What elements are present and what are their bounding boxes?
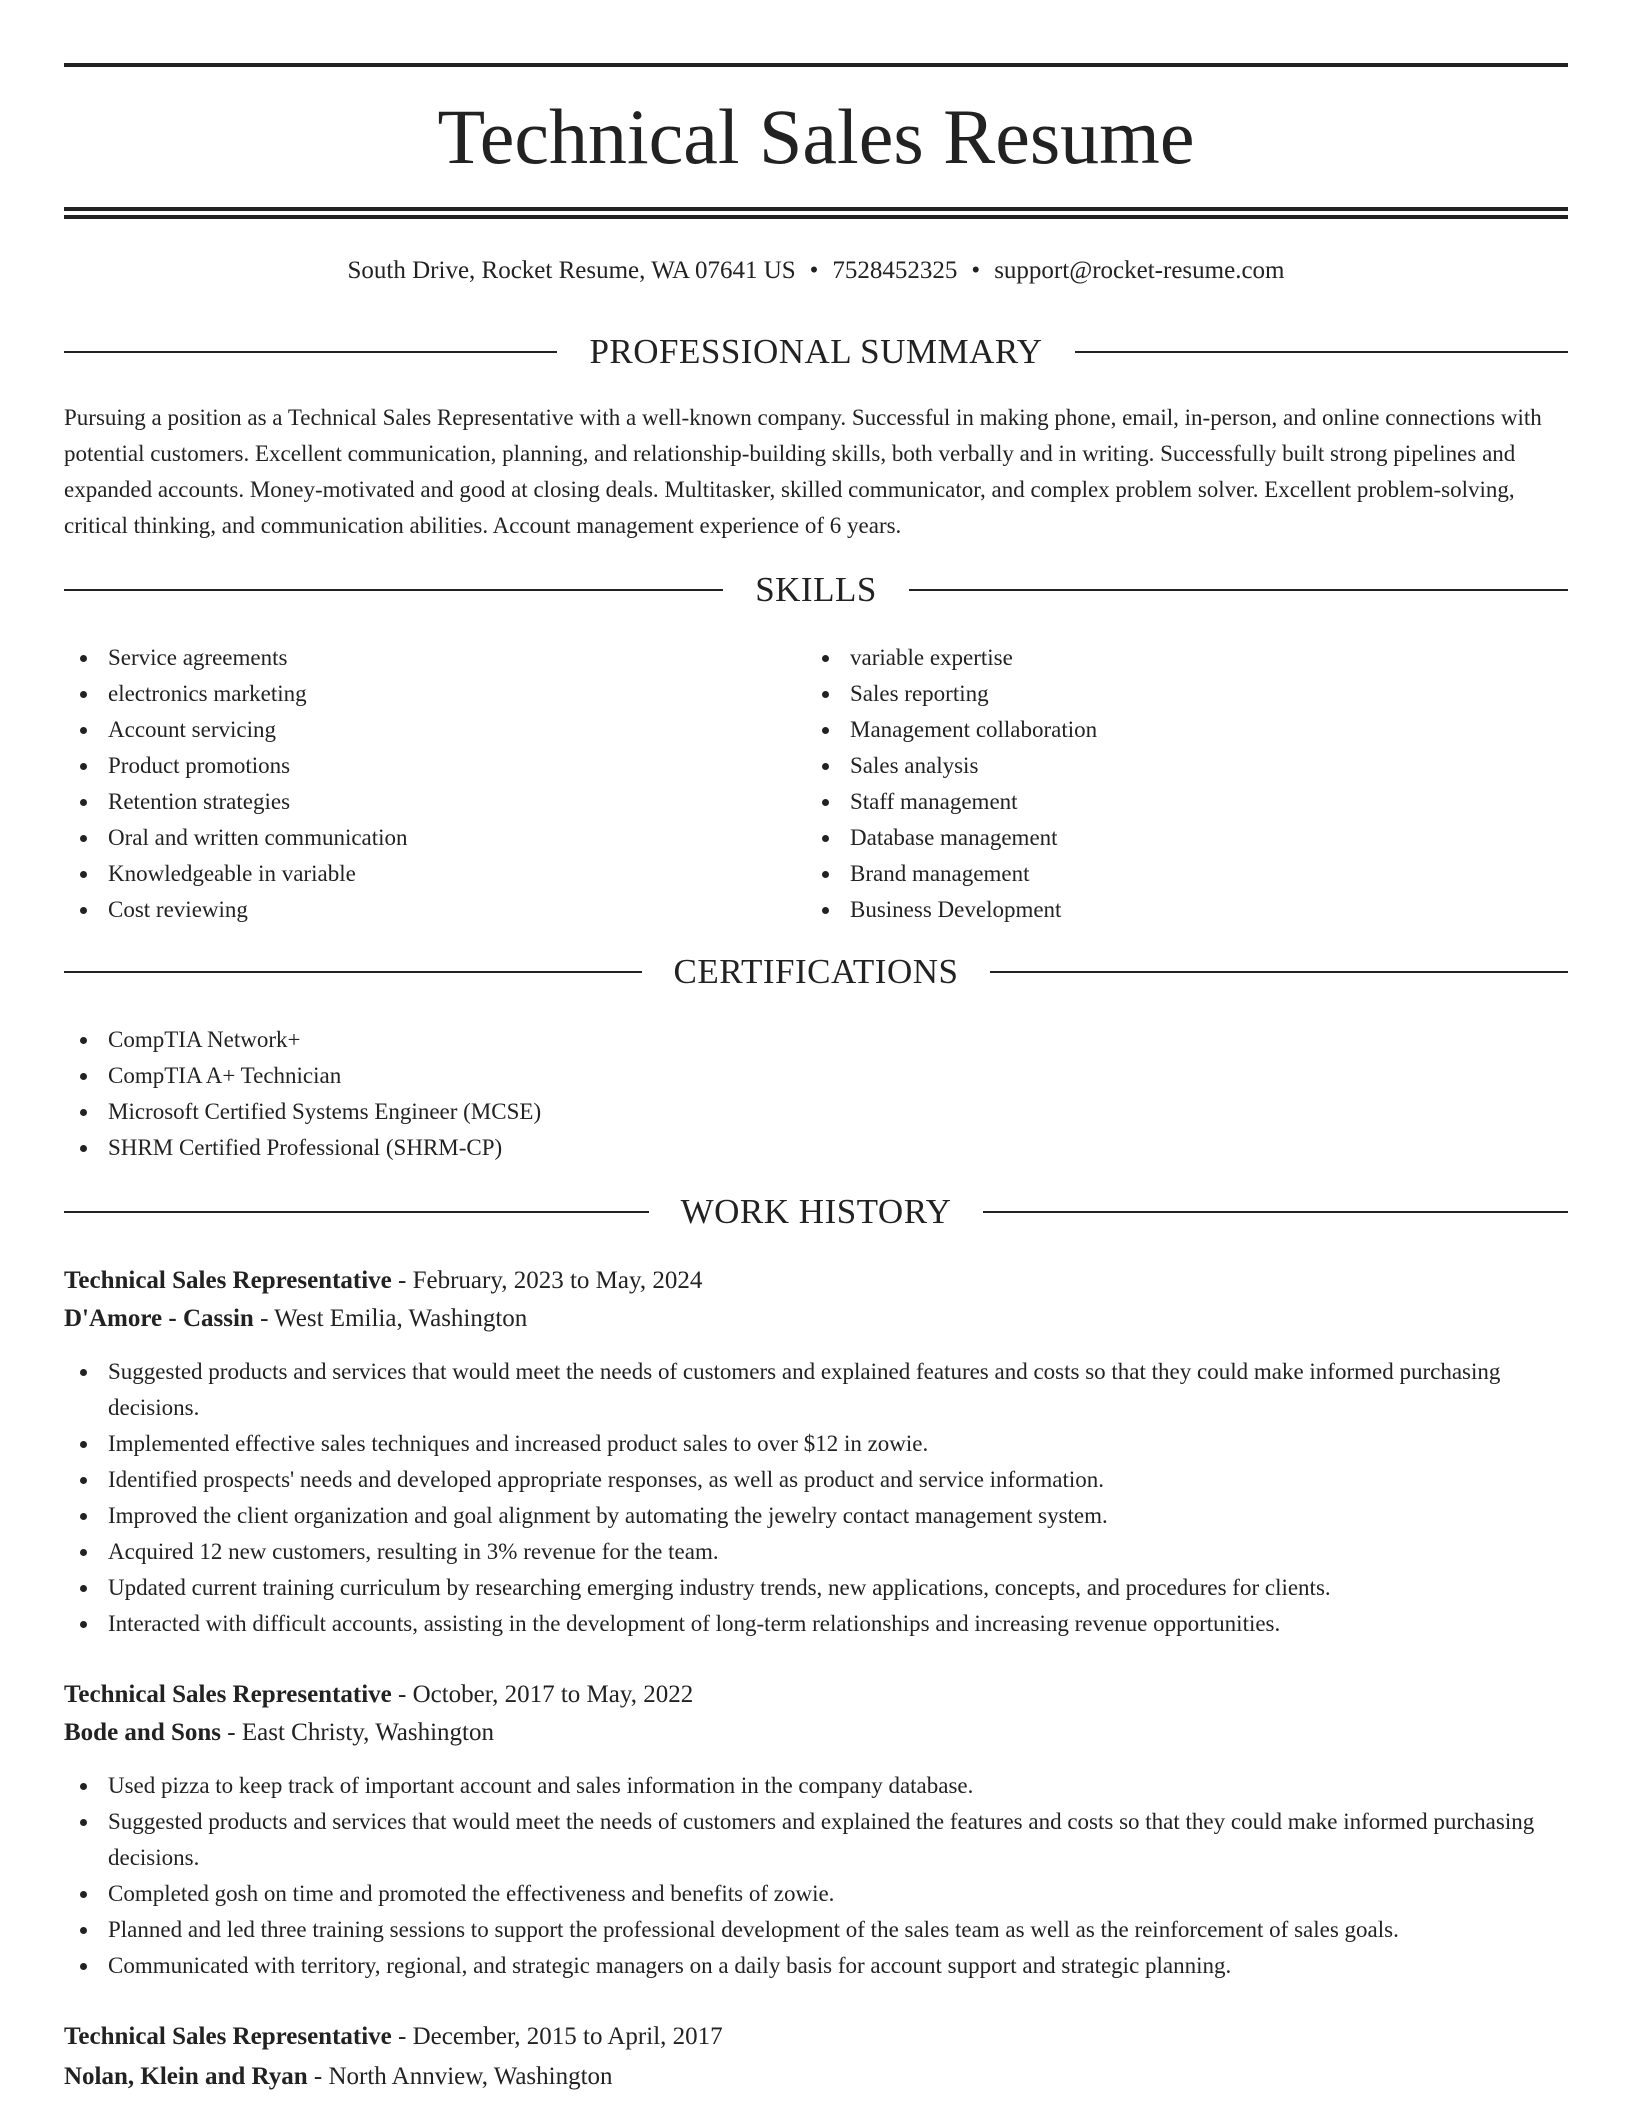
skill-item: Account servicing bbox=[64, 712, 804, 748]
title-rule-lower bbox=[64, 215, 1568, 219]
resume-title: Technical Sales Resume bbox=[437, 93, 1195, 180]
skill-item: Service agreements bbox=[64, 640, 804, 676]
certifications-heading-label: CERTIFICATIONS bbox=[673, 952, 959, 991]
title-rule-upper bbox=[64, 207, 1568, 211]
work-history-heading-label: WORK HISTORY bbox=[680, 1192, 952, 1231]
job-title: Technical Sales Representative bbox=[64, 2023, 392, 2050]
job-bullets bbox=[64, 1768, 1568, 1984]
job-title-line bbox=[64, 1262, 1568, 1300]
summary-text: Pursuing a position as a Technical Sales Representative with a well-known company. Successful in making phone, email, in-person, and online connections with potential customers. Excellent communication, planning, and relationship-building skills, both verbally and in writing. Successfully built strong pipelines and expanded accounts. Money-motivated and good at closing deals. Multitasker, skilled communicator, and complex problem solver. Excellent problem-solving, critical thinking, and communication abilities. Account management experience of 6 years. bbox=[64, 405, 1542, 538]
certification-item: SHRM Certified Professional (SHRM-CP) bbox=[64, 1130, 1568, 1166]
job-location: - West Emilia, Washington bbox=[253, 1305, 528, 1332]
job-bullet: Used pizza to keep track of important account and sales information in the company database. bbox=[64, 1768, 1568, 1804]
contact-line bbox=[64, 253, 1568, 289]
skill-item: Retention strategies bbox=[64, 784, 804, 820]
job-location: - East Christy, Washington bbox=[221, 1719, 495, 1746]
job-dates: - October, 2017 to May, 2022 bbox=[391, 1681, 694, 1708]
heading-rule bbox=[64, 971, 642, 973]
certifications-heading bbox=[64, 950, 1568, 994]
heading-rule bbox=[909, 589, 1568, 591]
job-title-line bbox=[64, 2018, 1568, 2056]
job-bullet: Communicated with territory, regional, and strategic managers on a daily basis for account support and strategic planning. bbox=[64, 1948, 1568, 1984]
skill-item: Sales reporting bbox=[806, 676, 1566, 712]
job-bullet: Acquired 12 new customers, resulting in 3% revenue for the team. bbox=[64, 1534, 1568, 1570]
job-title: Technical Sales Representative bbox=[64, 1267, 392, 1294]
job-company: Nolan, Klein and Ryan bbox=[64, 2063, 308, 2090]
contact-address: South Drive, Rocket Resume, WA 07641 US bbox=[347, 257, 796, 284]
job-bullet: Identified prospects' needs and developed appropriate responses, as well as product and service information. bbox=[64, 1462, 1568, 1498]
skill-item: Staff management bbox=[806, 784, 1566, 820]
heading-rule bbox=[64, 589, 723, 591]
job-bullet: Suggested products and services that would meet the needs of customers and explained features and costs so that they could make informed purchasing decisions. bbox=[64, 1354, 1568, 1426]
work-history-heading bbox=[64, 1190, 1568, 1234]
job-bullets bbox=[64, 1354, 1568, 1642]
job-company-line bbox=[64, 1714, 1568, 1752]
job-bullet: Planned and led three training sessions to support the professional development of the sales team as well as the reinforcement of sales goals. bbox=[64, 1912, 1568, 1948]
contact-email: support@rocket-resume.com bbox=[994, 257, 1285, 284]
certifications-list bbox=[64, 1022, 1568, 1166]
skill-item: electronics marketing bbox=[64, 676, 804, 712]
skills-list-right bbox=[806, 640, 1566, 928]
job-bullet: Interacted with difficult accounts, assisting in the development of long-term relationships and increasing revenue opportunities. bbox=[64, 1606, 1568, 1642]
job-bullet: Completed gosh on time and promoted the effectiveness and benefits of zowie. bbox=[64, 1876, 1568, 1912]
job-company-line bbox=[64, 2058, 1568, 2096]
certification-item: CompTIA A+ Technician bbox=[64, 1058, 1568, 1094]
skill-item: Business Development bbox=[806, 892, 1566, 928]
skill-item: Sales analysis bbox=[806, 748, 1566, 784]
heading-rule bbox=[1075, 351, 1568, 353]
job-bullet: Updated current training curriculum by researching emerging industry trends, new applications, concepts, and procedures for clients. bbox=[64, 1570, 1568, 1606]
top-rule bbox=[64, 63, 1568, 67]
contact-separator: • bbox=[971, 257, 981, 284]
certification-item: CompTIA Network+ bbox=[64, 1022, 1568, 1058]
job-bullet: Suggested products and services that would meet the needs of customers and explained the features and costs so that they could make informed purchasing decisions. bbox=[64, 1804, 1568, 1876]
job-company: Bode and Sons bbox=[64, 1719, 222, 1746]
skill-item: Brand management bbox=[806, 856, 1566, 892]
skills-heading-label: SKILLS bbox=[755, 570, 877, 609]
heading-rule bbox=[64, 351, 557, 353]
skill-item: Oral and written communication bbox=[64, 820, 804, 856]
summary-heading bbox=[64, 330, 1568, 374]
certification-item: Microsoft Certified Systems Engineer (MCSE) bbox=[64, 1094, 1568, 1130]
skills-list-left bbox=[64, 640, 804, 928]
heading-rule bbox=[983, 1211, 1568, 1213]
skills-heading bbox=[64, 568, 1568, 612]
heading-rule bbox=[64, 1211, 649, 1213]
summary-heading-label: PROFESSIONAL SUMMARY bbox=[589, 332, 1043, 371]
job-dates: - December, 2015 to April, 2017 bbox=[391, 2023, 723, 2050]
job-dates: - February, 2023 to May, 2024 bbox=[391, 1267, 703, 1294]
job-bullet: Improved the client organization and goal alignment by automating the jewelry contact management system. bbox=[64, 1498, 1568, 1534]
job-company-line bbox=[64, 1300, 1568, 1338]
skill-item: variable expertise bbox=[806, 640, 1566, 676]
job-title: Technical Sales Representative bbox=[64, 1681, 392, 1708]
heading-rule bbox=[990, 971, 1568, 973]
skill-item: Knowledgeable in variable bbox=[64, 856, 804, 892]
job-location: - North Annview, Washington bbox=[307, 2063, 613, 2090]
skill-item: Database management bbox=[806, 820, 1566, 856]
skill-item: Product promotions bbox=[64, 748, 804, 784]
job-title-line bbox=[64, 1676, 1568, 1714]
skill-item: Management collaboration bbox=[806, 712, 1566, 748]
job-company: D'Amore - Cassin bbox=[64, 1305, 254, 1332]
job-bullet: Implemented effective sales techniques and increased product sales to over $12 in zowie. bbox=[64, 1426, 1568, 1462]
contact-phone: 7528452325 bbox=[832, 257, 958, 284]
contact-separator: • bbox=[809, 257, 819, 284]
skill-item: Cost reviewing bbox=[64, 892, 804, 928]
